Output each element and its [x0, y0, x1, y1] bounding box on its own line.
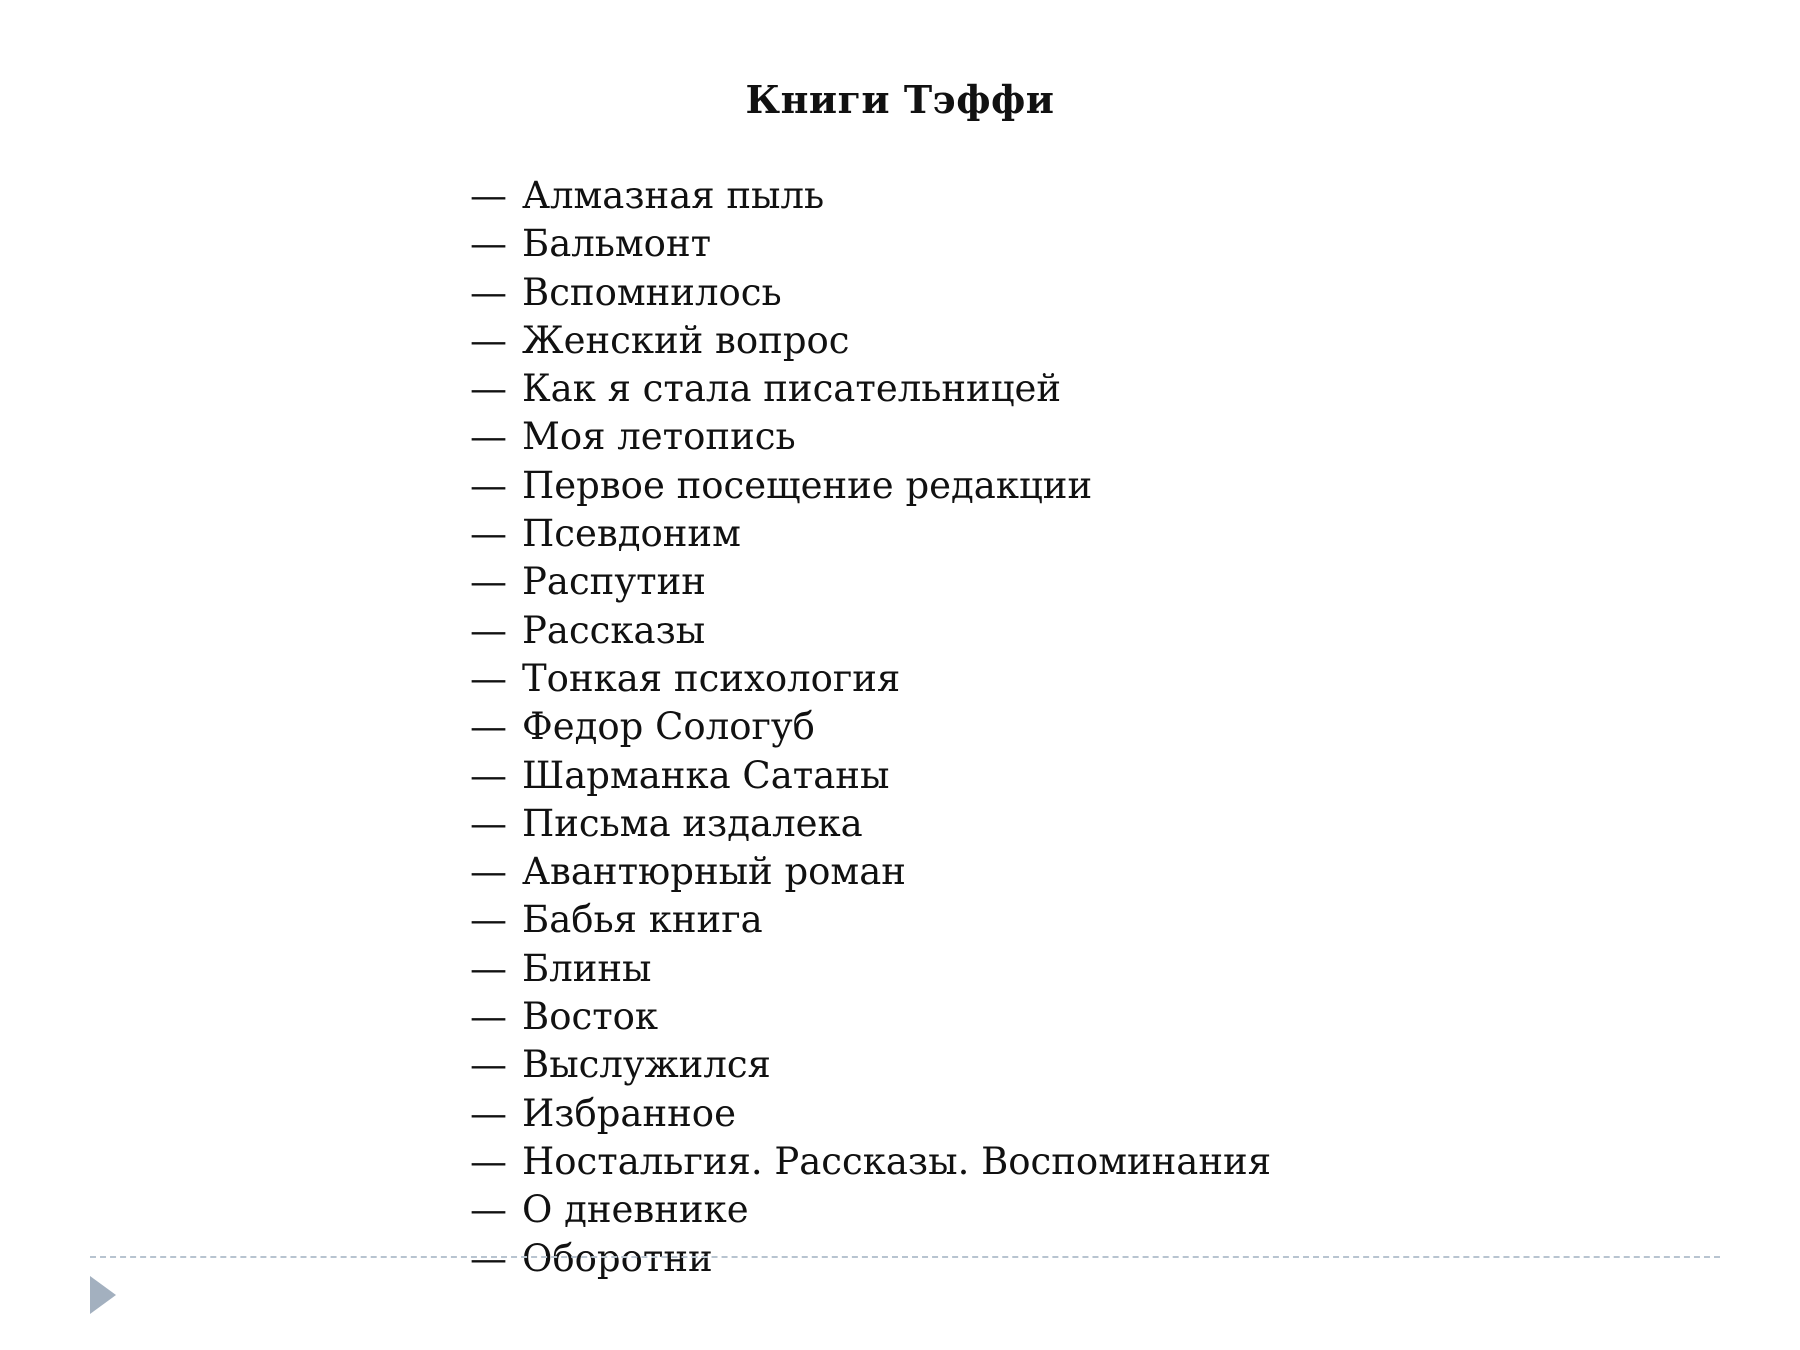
dash: — [470, 463, 507, 507]
dash: — [470, 1091, 507, 1135]
book-title: Шарманка Сатаны [522, 753, 890, 797]
dash: — [470, 608, 507, 652]
book-title: Моя летопись [522, 415, 796, 459]
dash: — [470, 512, 507, 556]
list-item [470, 1235, 1271, 1283]
list-item [470, 848, 1271, 896]
list-item [470, 703, 1271, 751]
list-item [470, 1090, 1271, 1138]
book-title: Письма издалека [522, 801, 863, 845]
book-title: Оборотни [522, 1236, 713, 1280]
list-item [470, 462, 1271, 510]
dash: — [470, 174, 507, 217]
book-title: Бальмонт [522, 222, 712, 266]
list-item [470, 365, 1271, 413]
dash: — [470, 995, 507, 1039]
dash: — [470, 705, 507, 749]
dash: — [470, 1236, 507, 1280]
dash: — [470, 270, 507, 314]
list-item [470, 800, 1271, 848]
dash: — [470, 367, 507, 411]
list-item [470, 510, 1271, 558]
book-title: Тонкая психология [522, 656, 901, 700]
footer-divider [90, 1256, 1720, 1258]
book-title: Ностальгия. Рассказы. Воспоминания [522, 1139, 1272, 1183]
dash: — [470, 850, 507, 894]
list-item [470, 1138, 1271, 1186]
list-item [470, 1186, 1271, 1234]
list-item [470, 655, 1271, 703]
dash: — [470, 1043, 507, 1087]
book-title: Авантюрный роман [522, 850, 906, 894]
dash: — [470, 560, 507, 604]
dash: — [470, 753, 507, 797]
dash: — [470, 946, 507, 990]
book-title: Блины [522, 946, 652, 990]
dash: — [470, 318, 507, 362]
book-title: Избранное [522, 1091, 736, 1135]
list-item [470, 413, 1271, 461]
dash: — [470, 222, 507, 266]
book-title: Восток [522, 995, 659, 1039]
list-item [470, 172, 1271, 220]
dash: — [470, 801, 507, 845]
list-item [470, 1041, 1271, 1089]
list-item [470, 269, 1271, 317]
book-list [470, 172, 1271, 1283]
list-item [470, 558, 1271, 606]
list-item [470, 752, 1271, 800]
list-item [470, 317, 1271, 365]
book-title: Распутин [522, 560, 706, 604]
dash: — [470, 898, 507, 942]
triangle-right-icon [90, 1276, 116, 1314]
book-title: Вспомнилось [522, 270, 782, 314]
book-title: Женский вопрос [522, 318, 850, 362]
list-item [470, 993, 1271, 1041]
dash: — [470, 656, 507, 700]
book-title: Бабья книга [522, 898, 763, 942]
book-title: Псевдоним [522, 512, 741, 556]
list-item [470, 220, 1271, 268]
list-item [470, 607, 1271, 655]
book-title: О дневнике [522, 1188, 749, 1232]
list-item [470, 945, 1271, 993]
slide-title: Книги Тэффи [745, 77, 1055, 122]
list-item [470, 896, 1271, 944]
dash: — [470, 415, 507, 459]
book-title: Выслужился [522, 1043, 771, 1087]
dash: — [470, 1188, 507, 1232]
book-title: Рассказы [522, 608, 706, 652]
book-title: Как я стала писательницей [522, 367, 1062, 411]
book-title: Алмазная пыль [522, 174, 825, 217]
book-title: Первое посещение редакции [522, 463, 1093, 507]
dash: — [470, 1139, 507, 1183]
book-title: Федор Сологуб [522, 705, 815, 749]
